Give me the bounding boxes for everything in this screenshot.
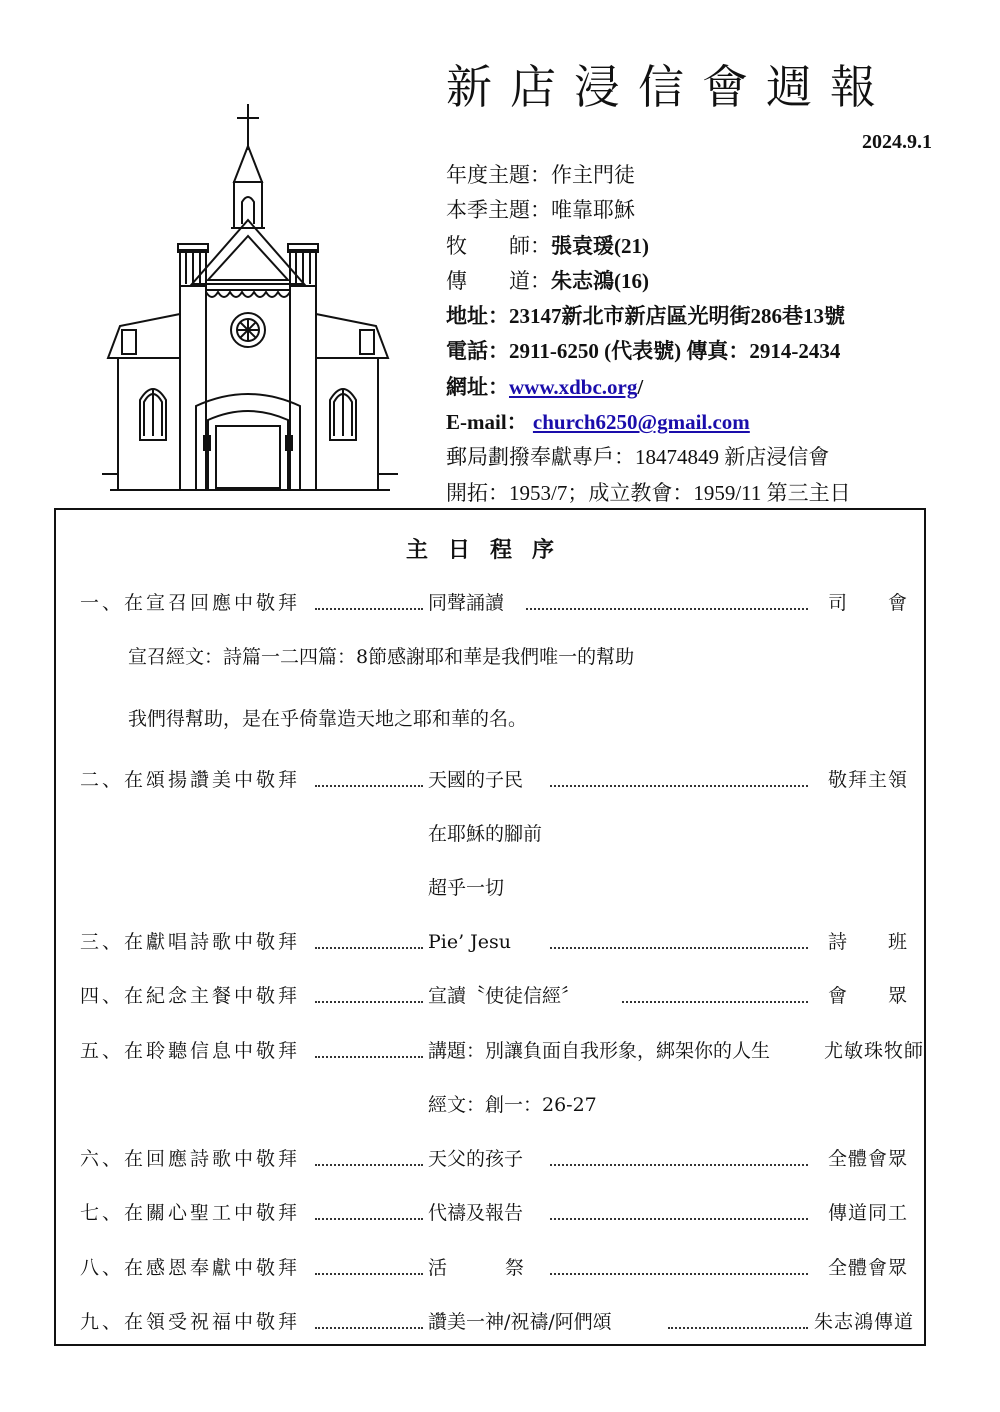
program-role: 全體會眾 [827, 1148, 908, 1170]
program-role: 詩 班 [827, 931, 908, 953]
address-label: 地址： [446, 304, 509, 329]
program-box [54, 508, 926, 1346]
preacher-name: 朱志鴻(16) [551, 268, 649, 293]
preacher-label: 傳 道： [446, 268, 551, 293]
program-role: 傳道同工 [827, 1202, 908, 1224]
dot-leader [315, 767, 423, 787]
pastor-label: 牧 師： [446, 233, 551, 258]
postal-row: 郵局劃撥奉獻專戶：18474849 新店浸信會 [446, 445, 830, 470]
program-item: 講題：別讓負面自我形象，綁架你的人生 [428, 1040, 771, 1062]
web-row [446, 370, 966, 405]
program-item: 同聲誦讀 [428, 592, 505, 614]
church-info [446, 158, 966, 511]
dot-leader [668, 1309, 808, 1329]
program-item: 代禱及報告 [428, 1202, 524, 1224]
dot-leader [315, 1200, 423, 1220]
program-label: 九、在領受祝福中敬拜 [80, 1311, 301, 1333]
program-label: 八、在感恩奉獻中敬拜 [80, 1257, 301, 1279]
dot-leader [315, 1038, 423, 1058]
dot-leader [550, 767, 808, 787]
season-theme-label: 本季主題： [446, 198, 551, 223]
web-label: 網址： [446, 374, 509, 399]
annual-theme-label: 年度主題： [446, 163, 551, 187]
dot-leader [315, 929, 423, 949]
call-verse-line: 我們得幫助，是在乎倚靠造天地之耶和華的名。 [128, 708, 528, 730]
program-role: 尤敏珠牧師 [823, 1040, 924, 1062]
dot-leader [550, 929, 808, 949]
bulletin-title: 新店浸信會週報 [446, 60, 894, 114]
annual-theme: 作主門徒 [551, 163, 635, 187]
email-link[interactable]: church6250@gmail.com [532, 410, 750, 435]
program-label: 一、在宣召回應中敬拜 [80, 592, 301, 614]
dot-leader [550, 1255, 808, 1275]
program-role: 會 眾 [827, 985, 908, 1007]
dot-leader [315, 1146, 423, 1166]
dot-leader [550, 1146, 808, 1166]
address: 23147新北市新店區光明街286巷13號 [509, 304, 845, 329]
program-title: 主日程序 [405, 537, 574, 563]
dot-leader [550, 1200, 808, 1220]
phone-label: 電話： [446, 339, 509, 364]
program-subitem: 超乎一切 [428, 877, 505, 899]
dot-leader [315, 983, 423, 1003]
dot-leader [622, 983, 808, 1003]
founded-row: 開拓：1953/7；成立教會：1959/11 第三主日 [446, 480, 851, 505]
season-theme-row [446, 193, 966, 228]
program-item: 讚美一神/祝禱/阿們頌 [428, 1311, 612, 1333]
dot-leader [315, 1309, 423, 1329]
program-item: Pie’ Jesu [428, 931, 512, 953]
program-item: 活祭 [428, 1257, 583, 1279]
program-role: 司 會 [827, 592, 908, 614]
dot-leader [315, 590, 423, 610]
program-label: 五、在聆聽信息中敬拜 [80, 1040, 301, 1062]
program-role: 敬拜主領 [827, 769, 908, 791]
program-label: 六、在回應詩歌中敬拜 [80, 1148, 301, 1170]
program-subitem: 經文：創一：26-27 [428, 1094, 597, 1116]
program-label: 七、在關心聖工中敬拜 [80, 1202, 301, 1224]
program-item: 宣讀〝使徒信經〞 [428, 985, 581, 1007]
season-theme: 唯靠耶穌 [551, 198, 635, 223]
pastor-name: 張袁瑗(21) [551, 233, 649, 258]
program-label: 二、在頌揚讚美中敬拜 [80, 769, 301, 791]
pastor-row [446, 229, 966, 264]
call-verse-line: 宣召經文：詩篇一二四篇：8節感謝耶和華是我們唯一的幫助 [128, 646, 635, 668]
program-label: 四、在紀念主餐中敬拜 [80, 985, 301, 1007]
email-label: E-mail： [446, 410, 528, 435]
program-subitem: 在耶穌的腳前 [428, 823, 543, 845]
email-row [446, 405, 966, 440]
preacher-row [446, 264, 966, 299]
phone-row [446, 334, 966, 369]
dot-leader [315, 1255, 423, 1275]
bulletin-date: 2024.9.1 [862, 131, 932, 153]
dot-leader [526, 590, 808, 610]
program-item: 天國的子民 [428, 769, 524, 791]
address-row [446, 299, 966, 334]
program-role: 全體會眾 [827, 1257, 908, 1279]
web-suffix: / [637, 374, 644, 399]
annual-theme-row [446, 158, 966, 193]
program-item: 天父的孩子 [428, 1148, 524, 1170]
program-role: 朱志鴻傳道 [813, 1311, 914, 1333]
church-illustration [100, 100, 400, 492]
program-label: 三、在獻唱詩歌中敬拜 [80, 931, 301, 953]
web-link[interactable]: www.xdbc.org [509, 374, 638, 399]
phone: 2911-6250 (代表號) 傳真：2914-2434 [509, 339, 841, 364]
